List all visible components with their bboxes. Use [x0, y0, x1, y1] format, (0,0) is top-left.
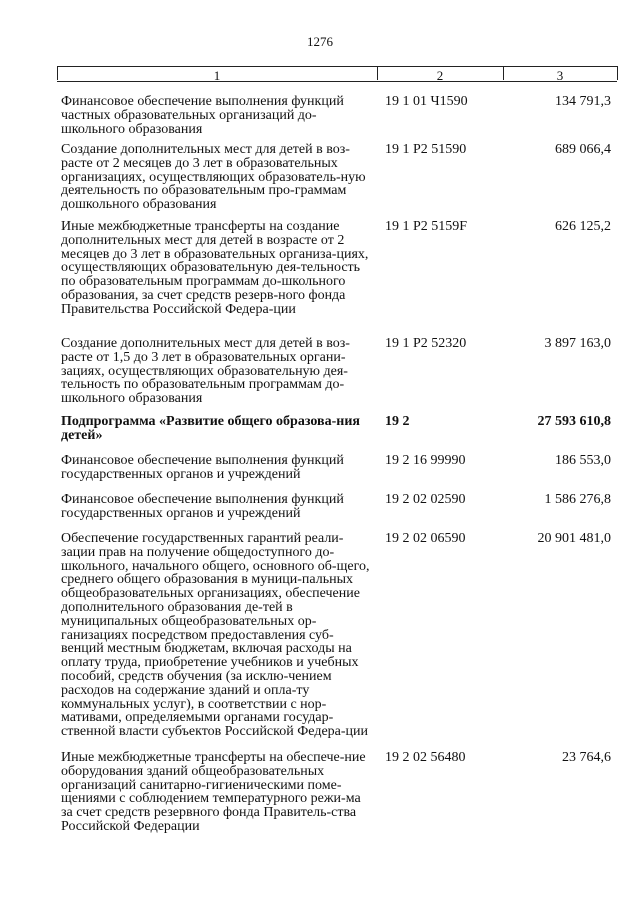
page-number: 1276	[307, 34, 333, 49]
row-code: 19 2	[385, 414, 410, 429]
row-amount: 27 593 610,8	[537, 414, 611, 429]
row-amount: 689 066,4	[555, 142, 611, 157]
row-name: Финансовое обеспечение выполнения функций государственных органов и учреждений	[61, 492, 344, 521]
row-code: 19 2 02 06590	[385, 531, 466, 546]
row-name: Иные межбюджетные трансферты на создание дополнительных мест для детей в возрасте от 2 месяцев до 3 лет в образовательных организа-циях, осуществляющих образовательную дея-тельность по образовательным программам до-школьного образования, за счет средств резерв-ного фонда Правительства Российской Федера-ции	[61, 219, 369, 317]
row-code: 19 1 P2 5159F	[385, 219, 468, 234]
row-amount: 3 897 163,0	[544, 336, 611, 351]
row-code: 19 2 16 99990	[385, 453, 466, 468]
row-code: 19 2 02 02590	[385, 492, 466, 507]
column-header-2: 2	[436, 68, 444, 83]
row-amount: 20 901 481,0	[537, 531, 611, 546]
row-code: 19 1 P2 51590	[385, 142, 467, 157]
row-amount: 134 791,3	[555, 94, 611, 109]
column-header-1: 1	[213, 68, 221, 83]
row-name: Создание дополнительных мест для детей в воз-расте от 1,5 до 3 лет в образовательных органи-зациях, осуществляющих образовательную дея-тельность по образовательным программам до-школьного образования	[61, 336, 350, 407]
table-top-border	[57, 66, 617, 67]
row-code: 19 1 01 Ч1590	[385, 94, 468, 109]
row-name: Создание дополнительных мест для детей в воз-расте от 2 месяцев до 3 лет в образовательных организациях, осуществляющих образователь-ную деятельность по образовательным про-граммам дошкольного образования	[61, 142, 366, 213]
row-name: Иные межбюджетные трансферты на обеспече-ние оборудования зданий общеобразовательных организаций санитарно-гигиеническими поме-щениями с соблюдением температурного режи-ма за счет средств резервного фонда Правитель-ства Российской Федерации	[61, 750, 366, 834]
row-code: 19 1 P2 52320	[385, 336, 467, 351]
row-amount: 626 125,2	[555, 219, 611, 234]
row-name: Обеспечение государственных гарантий реали-зации прав на получение общедоступного до-школьного, начального общего, основного об-щего, среднего общего образования в муници-пальных общеобразовательных организациях, обеспечение дополнительного образования де-тей в муниципальных общеобразовательных ор-ганизациях посредством предоставления суб-венций местным бюджетам, включая расходы на оплату труда, приобретение учебников и учебных пособий, средств обучения (за исклю-чением расходов на содержание зданий и опла-ту коммунальных услуг), в соответствии с нор-мативами, определяемыми органами государ-ственной власти субъектов Российской Федера-ции	[61, 531, 370, 740]
row-amount: 186 553,0	[555, 453, 611, 468]
column-divider	[617, 66, 618, 80]
row-name: Финансовое обеспечение выполнения функций частных образовательных организаций до-школьного образования	[61, 94, 344, 137]
row-name: Финансовое обеспечение выполнения функций государственных органов и учреждений	[61, 453, 344, 482]
row-code: 19 2 02 56480	[385, 750, 466, 765]
row-name: Подпрограмма «Развитие общего образова-ния детей»	[61, 414, 360, 443]
column-header-3: 3	[556, 68, 564, 83]
row-amount: 1 586 276,8	[544, 492, 611, 507]
row-amount: 23 764,6	[562, 750, 611, 765]
